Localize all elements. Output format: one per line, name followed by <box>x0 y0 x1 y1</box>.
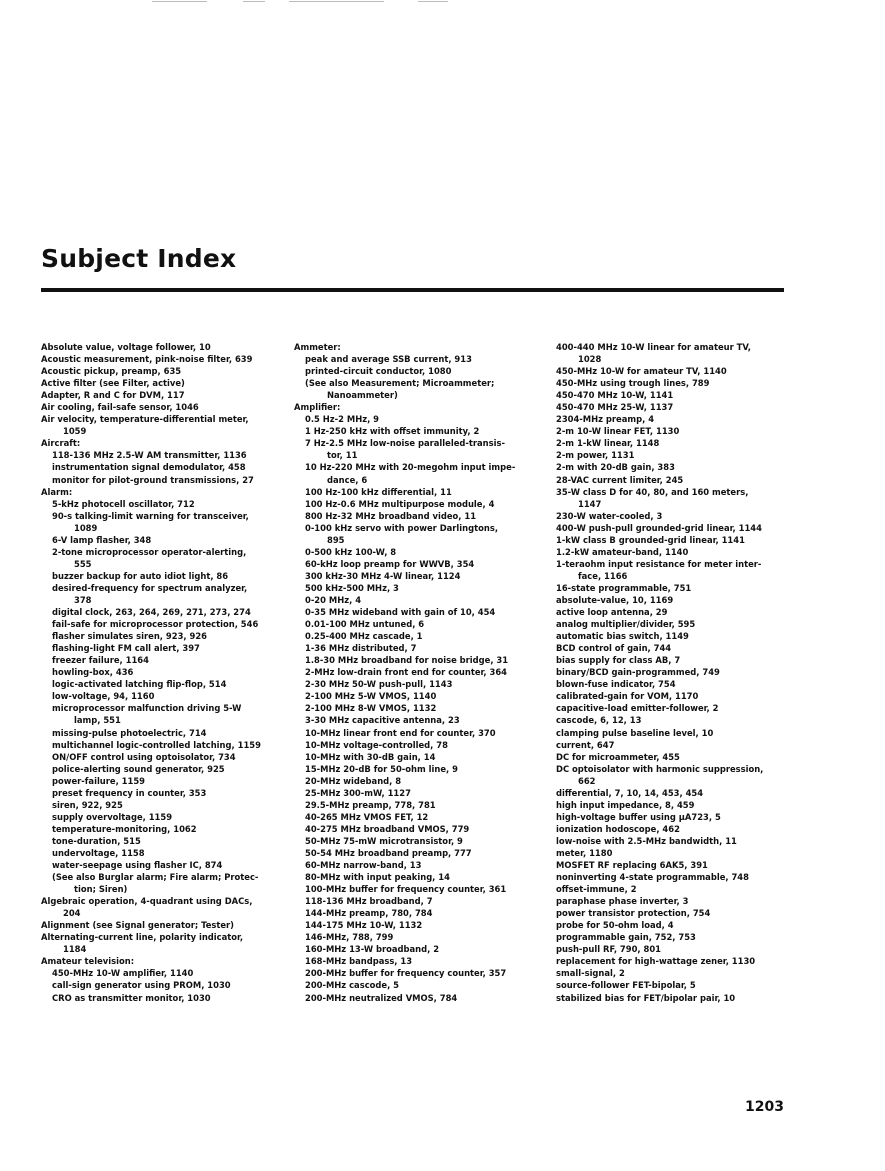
index-entry: Alignment (see Signal generator; Tester) <box>41 920 235 931</box>
index-entry: 16-state programmable, 751 <box>556 582 692 593</box>
index-entry: low-noise with 2.5-MHz bandwidth, 11 <box>556 835 737 846</box>
index-entry: lamp, 551 <box>74 715 121 726</box>
index-entry: 378 <box>74 594 92 605</box>
index-entry: Alternating-current line, polarity indicator, <box>41 932 244 943</box>
index-entry: 1-36 MHz distributed, 7 <box>305 643 417 654</box>
index-entry: 1184 <box>63 944 87 955</box>
index-column-3 <box>556 341 784 1004</box>
index-entry: 2-m 1-kW linear, 1148 <box>556 438 660 449</box>
index-entry: Alarm: <box>41 486 73 497</box>
index-entry: high-voltage buffer using µA723, 5 <box>556 811 721 822</box>
index-entry: flashing-light FM call alert, 397 <box>52 643 200 654</box>
index-entry: (See also Measurement; Microammeter; <box>305 378 495 389</box>
index-entry: 1-kW class B grounded-grid linear, 1141 <box>556 534 745 545</box>
index-entry: tor, 11 <box>327 450 358 461</box>
index-entry: 40-265 MHz VMOS FET, 12 <box>305 811 429 822</box>
index-entry: Active filter (see Filter, active) <box>41 378 185 389</box>
index-entry: Algebraic operation, 4-quadrant using DACs, <box>41 896 253 907</box>
index-entry: digital clock, 263, 264, 269, 271, 273, 274 <box>52 607 251 618</box>
index-entry: stabilized bias for FET/bipolar pair, 10 <box>556 992 736 1003</box>
index-entry: 3-30 MHz capacitive antenna, 23 <box>305 715 460 726</box>
top-edge-marks <box>0 0 885 4</box>
index-entry: printed-circuit conductor, 1080 <box>305 366 452 377</box>
index-column-1 <box>41 341 281 1004</box>
index-entry: 50-MHz 75-mW microtransistor, 9 <box>305 835 463 846</box>
index-entry: police-alerting sound generator, 925 <box>52 763 225 774</box>
index-entry: analog multiplier/divider, 595 <box>556 619 696 630</box>
index-entry: 146-MHz, 788, 799 <box>305 932 394 943</box>
index-entry: high input impedance, 8, 459 <box>556 799 695 810</box>
index-entry: CRO as transmitter monitor, 1030 <box>52 992 211 1003</box>
index-entry: instrumentation signal demodulator, 458 <box>52 462 246 473</box>
index-entry: meter, 1180 <box>556 847 613 858</box>
index-entry: 400-440 MHz 10-W linear for amateur TV, <box>556 342 751 352</box>
index-entry: 1059 <box>63 426 87 437</box>
index-entry: 100 Hz-0.6 MHz multipurpose module, 4 <box>305 498 495 509</box>
index-entry: Ammeter: <box>294 342 341 352</box>
index-entry: 1-teraohm input resistance for meter inter- <box>556 558 762 569</box>
index-entry: power transistor protection, 754 <box>556 908 711 919</box>
index-entry: peak and average SSB current, 913 <box>305 354 472 365</box>
index-entry: active loop antenna, 29 <box>556 607 668 618</box>
index-entry: 10-MHz with 30-dB gain, 14 <box>305 751 436 762</box>
index-entry: 25-MHz 300-mW, 1127 <box>305 787 411 798</box>
index-entry: undervoltage, 1158 <box>52 847 145 858</box>
index-entry: 10 Hz-220 MHz with 20-megohm input impe- <box>305 462 516 473</box>
index-entry: 450-MHz using trough lines, 789 <box>556 378 710 389</box>
index-entry: 15-MHz 20-dB for 50-ohm line, 9 <box>305 763 458 774</box>
index-entry: Aircraft: <box>41 438 81 449</box>
index-entry: flasher simulates siren, 923, 926 <box>52 631 207 642</box>
index-entry: binary/BCD gain-programmed, 749 <box>556 667 720 678</box>
index-entry: desired-frequency for spectrum analyzer, <box>52 582 248 593</box>
index-entry: push-pull RF, 790, 801 <box>556 944 661 955</box>
index-entry: 0-20 MHz, 4 <box>305 594 362 605</box>
index-entry: 160-MHz 13-W broadband, 2 <box>305 944 440 955</box>
index-entry: Absolute value, voltage follower, 10 <box>41 342 211 352</box>
index-entry: monitor for pilot-ground transmissions, 27 <box>52 474 254 485</box>
index-entry: 144-175 MHz 10-W, 1132 <box>305 920 423 931</box>
index-entry: 450-MHz 10-W for amateur TV, 1140 <box>556 366 727 377</box>
index-entry: blown-fuse indicator, 754 <box>556 679 676 690</box>
index-entry: supply overvoltage, 1159 <box>52 811 173 822</box>
index-entry: 6-V lamp flasher, 348 <box>52 534 152 545</box>
index-entry: offset-immune, 2 <box>556 884 637 895</box>
index-entry: 1 Hz-250 kHz with offset immunity, 2 <box>305 426 480 437</box>
index-entry: Amateur television: <box>41 956 135 967</box>
index-entry: 90-s talking-limit warning for transceiver, <box>52 510 249 521</box>
index-entry: probe for 50-ohm load, 4 <box>556 920 674 931</box>
index-entry: 2-m with 20-dB gain, 383 <box>556 462 675 473</box>
index-entry: 1.8-30 MHz broadband for noise bridge, 31 <box>305 655 509 666</box>
index-entry: 555 <box>74 558 92 569</box>
index-entry: water-seepage using flasher IC, 874 <box>52 860 223 871</box>
index-entry: 80-MHz with input peaking, 14 <box>305 872 450 883</box>
index-entry: 0.25-400 MHz cascade, 1 <box>305 631 423 642</box>
index-entry: ON/OFF control using optoisolator, 734 <box>52 751 236 762</box>
index-entry: 1028 <box>578 354 602 365</box>
index-entry: 1147 <box>578 498 602 509</box>
index-entry: temperature-monitoring, 1062 <box>52 823 197 834</box>
index-entry: small-signal, 2 <box>556 968 625 979</box>
index-entry: power-failure, 1159 <box>52 775 145 786</box>
index-entry: Nanoammeter) <box>327 390 398 401</box>
index-entry: 450-470 MHz 25-W, 1137 <box>556 402 674 413</box>
index-entry: 200-MHz neutralized VMOS, 784 <box>305 992 458 1003</box>
index-entry: 300 kHz-30 MHz 4-W linear, 1124 <box>305 570 461 581</box>
index-entry: howling-box, 436 <box>52 667 134 678</box>
index-entry: Adapter, R and C for DVM, 117 <box>41 390 185 401</box>
index-entry: source-follower FET-bipolar, 5 <box>556 980 696 991</box>
index-entry: automatic bias switch, 1149 <box>556 631 689 642</box>
index-entry: Air velocity, temperature-differential meter, <box>41 414 249 425</box>
index-entry: 230-W water-cooled, 3 <box>556 510 663 521</box>
index-entry: DC optoisolator with harmonic suppression, <box>556 763 764 774</box>
index-entry: tone-duration, 515 <box>52 835 141 846</box>
index-entry: replacement for high-wattage zener, 1130 <box>556 956 756 967</box>
index-entry: 200-MHz buffer for frequency counter, 357 <box>305 968 507 979</box>
index-entry: 200-MHz cascode, 5 <box>305 980 400 991</box>
page-title: Subject Index <box>41 244 237 273</box>
index-entry: 450-MHz 10-W amplifier, 1140 <box>52 968 194 979</box>
index-entry: microprocessor malfunction driving 5-W <box>52 703 242 714</box>
index-entry: 1089 <box>74 522 98 533</box>
index-entry: 800 Hz-32 MHz broadband video, 11 <box>305 510 477 521</box>
index-entry: 28-VAC current limiter, 245 <box>556 474 684 485</box>
index-entry: 144-MHz preamp, 780, 784 <box>305 908 433 919</box>
index-entry: preset frequency in counter, 353 <box>52 787 207 798</box>
index-column-2 <box>294 341 534 1004</box>
index-entry: 168-MHz bandpass, 13 <box>305 956 413 967</box>
index-entry: 204 <box>63 908 81 919</box>
index-entry: buzzer backup for auto idiot light, 86 <box>52 570 229 581</box>
index-entry: 2-30 MHz 50-W push-pull, 1143 <box>305 679 453 690</box>
index-entry: ionization hodoscope, 462 <box>556 823 680 834</box>
index-entry: noninverting 4-state programmable, 748 <box>556 872 749 883</box>
index-entry: clamping pulse baseline level, 10 <box>556 727 714 738</box>
index-entry: 2-100 MHz 8-W VMOS, 1132 <box>305 703 437 714</box>
index-entry: 35-W class D for 40, 80, and 160 meters, <box>556 486 749 497</box>
index-entry: 2-m 10-W linear FET, 1130 <box>556 426 680 437</box>
index-entry: Amplifier: <box>294 402 341 413</box>
index-entry: 400-W push-pull grounded-grid linear, 1144 <box>556 522 762 533</box>
index-entry: 1.2-kW amateur-band, 1140 <box>556 546 689 557</box>
index-entry: 60-kHz loop preamp for WWVB, 354 <box>305 558 475 569</box>
index-entry: face, 1166 <box>578 570 628 581</box>
index-entry: capacitive-load emitter-follower, 2 <box>556 703 719 714</box>
index-entry: 10-MHz voltage-controlled, 78 <box>305 739 448 750</box>
index-entry: 10-MHz linear front end for counter, 370 <box>305 727 496 738</box>
index-entry: logic-activated latching flip-flop, 514 <box>52 679 227 690</box>
index-entry: 2-100 MHz 5-W VMOS, 1140 <box>305 691 437 702</box>
index-entry: 100-MHz buffer for frequency counter, 361 <box>305 884 507 895</box>
index-entry: 5-kHz photocell oscillator, 712 <box>52 498 195 509</box>
index-entry: 2-MHz low-drain front end for counter, 364 <box>305 667 508 678</box>
index-entry: paraphase phase inverter, 3 <box>556 896 689 907</box>
index-entry: bias supply for class AB, 7 <box>556 655 681 666</box>
index-entry: freezer failure, 1164 <box>52 655 149 666</box>
index-entry: 100 Hz-100 kHz differential, 11 <box>305 486 452 497</box>
page-number: 1203 <box>745 1099 784 1115</box>
index-entry: low-voltage, 94, 1160 <box>52 691 155 702</box>
index-entry: absolute-value, 10, 1169 <box>556 594 674 605</box>
index-entry: 0-500 kHz 100-W, 8 <box>305 546 397 557</box>
index-entry: 500 kHz-500 MHz, 3 <box>305 582 399 593</box>
index-entry: 7 Hz-2.5 MHz low-noise paralleled-transis- <box>305 438 505 449</box>
index-entry: 450-470 MHz 10-W, 1141 <box>556 390 674 401</box>
index-entry: calibrated-gain for VOM, 1170 <box>556 691 699 702</box>
index-entry: BCD control of gain, 744 <box>556 643 672 654</box>
index-entry: 29.5-MHz preamp, 778, 781 <box>305 799 436 810</box>
index-entry: 0-100 kHz servo with power Darlingtons, <box>305 522 499 533</box>
index-entry: 118-136 MHz 2.5-W AM transmitter, 1136 <box>52 450 247 461</box>
index-entry: tion; Siren) <box>74 884 128 895</box>
index-entry: 20-MHz wideband, 8 <box>305 775 402 786</box>
index-entry: 2-m power, 1131 <box>556 450 635 461</box>
index-entry: 60-MHz narrow-band, 13 <box>305 860 422 871</box>
index-entry: 0.01-100 MHz untuned, 6 <box>305 619 425 630</box>
index-entry: (See also Burglar alarm; Fire alarm; Protec- <box>52 872 259 883</box>
index-entry: DC for microammeter, 455 <box>556 751 680 762</box>
index-entry: missing-pulse photoelectric, 714 <box>52 727 207 738</box>
index-entry: 2-tone microprocessor operator-alerting, <box>52 546 247 557</box>
index-entry: dance, 6 <box>327 474 368 485</box>
index-entry: Acoustic measurement, pink-noise filter, 639 <box>41 354 253 365</box>
index-entry: differential, 7, 10, 14, 453, 454 <box>556 787 704 798</box>
index-entry: 0.5 Hz-2 MHz, 9 <box>305 414 379 425</box>
index-entry: 895 <box>327 534 345 545</box>
index-entry: 50-54 MHz broadband preamp, 777 <box>305 847 472 858</box>
title-rule <box>41 288 784 292</box>
index-entry: 40-275 MHz broadband VMOS, 779 <box>305 823 470 834</box>
index-entry: 662 <box>578 775 596 786</box>
index-entry: 0-35 MHz wideband with gain of 10, 454 <box>305 607 496 618</box>
index-entry: multichannel logic-controlled latching, 1159 <box>52 739 261 750</box>
index-entry: cascode, 6, 12, 13 <box>556 715 642 726</box>
index-entry: 118-136 MHz broadband, 7 <box>305 896 433 907</box>
index-entry: Acoustic pickup, preamp, 635 <box>41 366 182 377</box>
index-entry: current, 647 <box>556 739 615 750</box>
index-entry: fail-safe for microprocessor protection, 546 <box>52 619 259 630</box>
index-entry: call-sign generator using PROM, 1030 <box>52 980 231 991</box>
index-entry: MOSFET RF replacing 6AK5, 391 <box>556 860 708 871</box>
index-entry: Air cooling, fail-safe sensor, 1046 <box>41 402 199 413</box>
index-entry: siren, 922, 925 <box>52 799 123 810</box>
index-entry: programmable gain, 752, 753 <box>556 932 696 943</box>
index-entry: 2304-MHz preamp, 4 <box>556 414 655 425</box>
